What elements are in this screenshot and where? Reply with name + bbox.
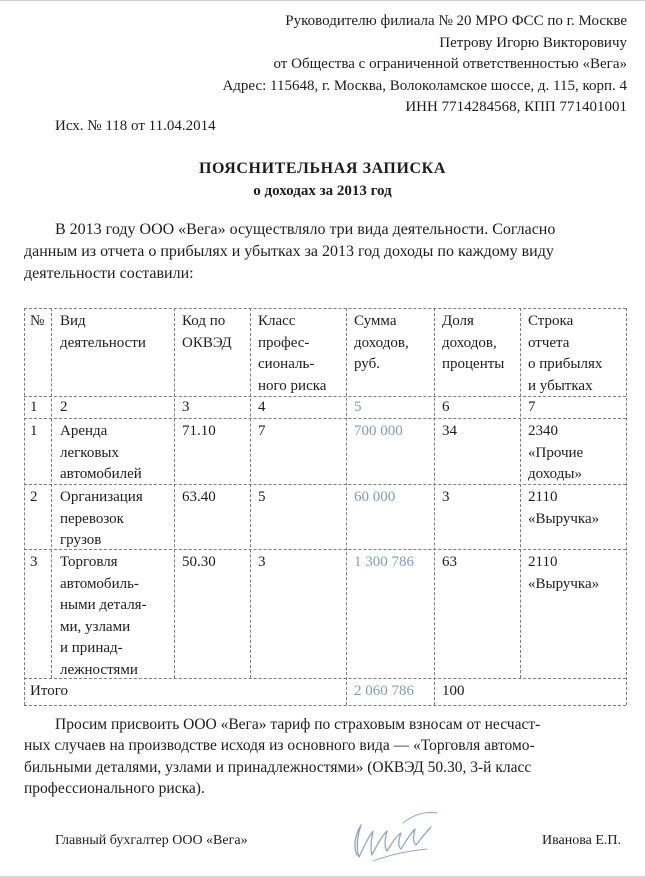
- signatory-role: Главный бухгалтер ООО «Вега»: [55, 833, 248, 848]
- table-row-3-report-line: 2110 «Выручка»: [528, 554, 600, 592]
- closing-line-2: ных случаев на производстве исходя из основного вида — «Торговля автомо-: [24, 737, 535, 754]
- table-grid-line: [24, 308, 626, 309]
- table-row-2-activity: Организация перевозок грузов: [60, 489, 143, 549]
- table-row-1-report-line: 2340 «Прочие доходы»: [528, 423, 584, 483]
- table-column-number: 7: [528, 399, 536, 415]
- outgoing-number: Исх. № 118 от 11.04.2014: [55, 118, 216, 134]
- table-header-activity: Вид деятельности: [60, 313, 146, 351]
- table-column-number: 6: [442, 399, 450, 415]
- table-row-3-income: 1 300 786: [354, 554, 414, 570]
- table-total-label: Итого: [30, 683, 68, 699]
- page-top-border: [0, 0, 645, 1]
- table-grid-line: [24, 705, 626, 706]
- table-header-risk-class: Класс профес- сиональ- ного риска: [258, 313, 327, 394]
- intro-line-2: данным из отчета о прибылях и убытках за 2013 год доходы по каждому виду: [24, 243, 554, 260]
- table-row-3-okved: 50.30: [182, 554, 216, 570]
- table-row-2-num: 2: [30, 489, 38, 505]
- table-header-share: Доля доходов, проценты: [442, 313, 505, 373]
- table-row-2-report-line: 2110 «Выручка»: [528, 489, 600, 527]
- handwritten-signature: [343, 805, 443, 867]
- table-row-1-risk-class: 7: [258, 423, 266, 439]
- table-grid-line: [24, 484, 626, 485]
- addressee-recipient-org: Руководителю филиала № 20 МРО ФСС по г. Москве: [285, 13, 627, 29]
- addressee-block: [167, 11, 627, 119]
- table-row-3-activity: Торговля автомобиль- ными деталя- ми, узлами и принад- лежностями: [60, 554, 147, 678]
- document-subtitle: о доходах за 2013 год: [253, 183, 392, 199]
- table-grid-line: [174, 308, 175, 678]
- table-column-number: 4: [258, 399, 266, 415]
- intro-line-1: В 2013 году ООО «Вега» осуществляло три вида деятельности. Согласно: [55, 221, 556, 238]
- table-total-income: 2 060 786: [354, 683, 414, 699]
- table-row-3-risk-class: 3: [258, 554, 266, 570]
- table-row-3-num: 3: [30, 554, 38, 570]
- table-row-2-share: 3: [442, 489, 450, 505]
- table-row-2-income: 60 000: [354, 489, 396, 505]
- table-grid-line: [51, 308, 52, 678]
- table-header-report-line: Строка отчета о прибылях и убытках: [528, 313, 603, 394]
- table-row-1-num: 1: [30, 423, 38, 439]
- table-grid-line: [434, 308, 435, 705]
- table-grid-line: [346, 308, 347, 705]
- table-grid-line: [626, 308, 627, 705]
- table-grid-line: [520, 308, 521, 678]
- table-row-2-risk-class: 5: [258, 489, 266, 505]
- table-row-1-activity: Аренда легковых автомобилей: [60, 423, 142, 483]
- addressee-sender-org: от Общества с ограниченной ответственностью «Вега»: [273, 56, 627, 73]
- document-title: ПОЯСНИТЕЛЬНАЯ ЗАПИСКА: [198, 160, 447, 177]
- table-grid-line: [24, 308, 25, 705]
- table-row-1-okved: 71.10: [182, 423, 216, 439]
- table-header-okved: Код по ОКВЭД: [182, 313, 232, 351]
- addressee-sender-address: Адрес: 115648, г. Москва, Волоколамское шоссе, д. 115, корп. 4: [222, 77, 627, 94]
- table-header-num: №: [30, 313, 45, 329]
- closing-line-3: бильными деталями, узлами и принадлежностями» (ОКВЭД 50.30, 3-й класс: [24, 759, 532, 776]
- table-row-3-share: 63: [442, 554, 457, 570]
- intro-line-3: деятельности составили:: [24, 265, 194, 282]
- addressee-sender-tax-ids: ИНН 7714284568, КПП 771401001: [405, 99, 627, 116]
- table-column-number: 3: [182, 399, 190, 415]
- table-grid-line: [24, 418, 626, 419]
- table-column-number: 2: [60, 399, 68, 415]
- table-total-share: 100: [442, 683, 465, 699]
- addressee-recipient-name: Петрову Игорю Викторовичу: [439, 34, 627, 51]
- table-grid-line: [24, 549, 626, 550]
- closing-line-1: Просим присвоить ООО «Вега» тариф по страховым взносам от несчаст-: [55, 716, 541, 733]
- closing-line-4: профессионального риска).: [24, 780, 205, 797]
- table-grid-line: [24, 678, 626, 679]
- table-column-number: 5: [354, 399, 362, 415]
- table-row-1-share: 34: [442, 423, 457, 439]
- table-row-2-okved: 63.40: [182, 489, 216, 505]
- signatory-name: Иванова Е.П.: [541, 833, 621, 848]
- table-header-income: Сумма доходов, руб.: [354, 313, 409, 373]
- table-column-number: 1: [30, 399, 38, 415]
- table-row-1-income: 700 000: [354, 423, 403, 439]
- table-grid-line: [24, 396, 626, 397]
- table-grid-line: [250, 308, 251, 678]
